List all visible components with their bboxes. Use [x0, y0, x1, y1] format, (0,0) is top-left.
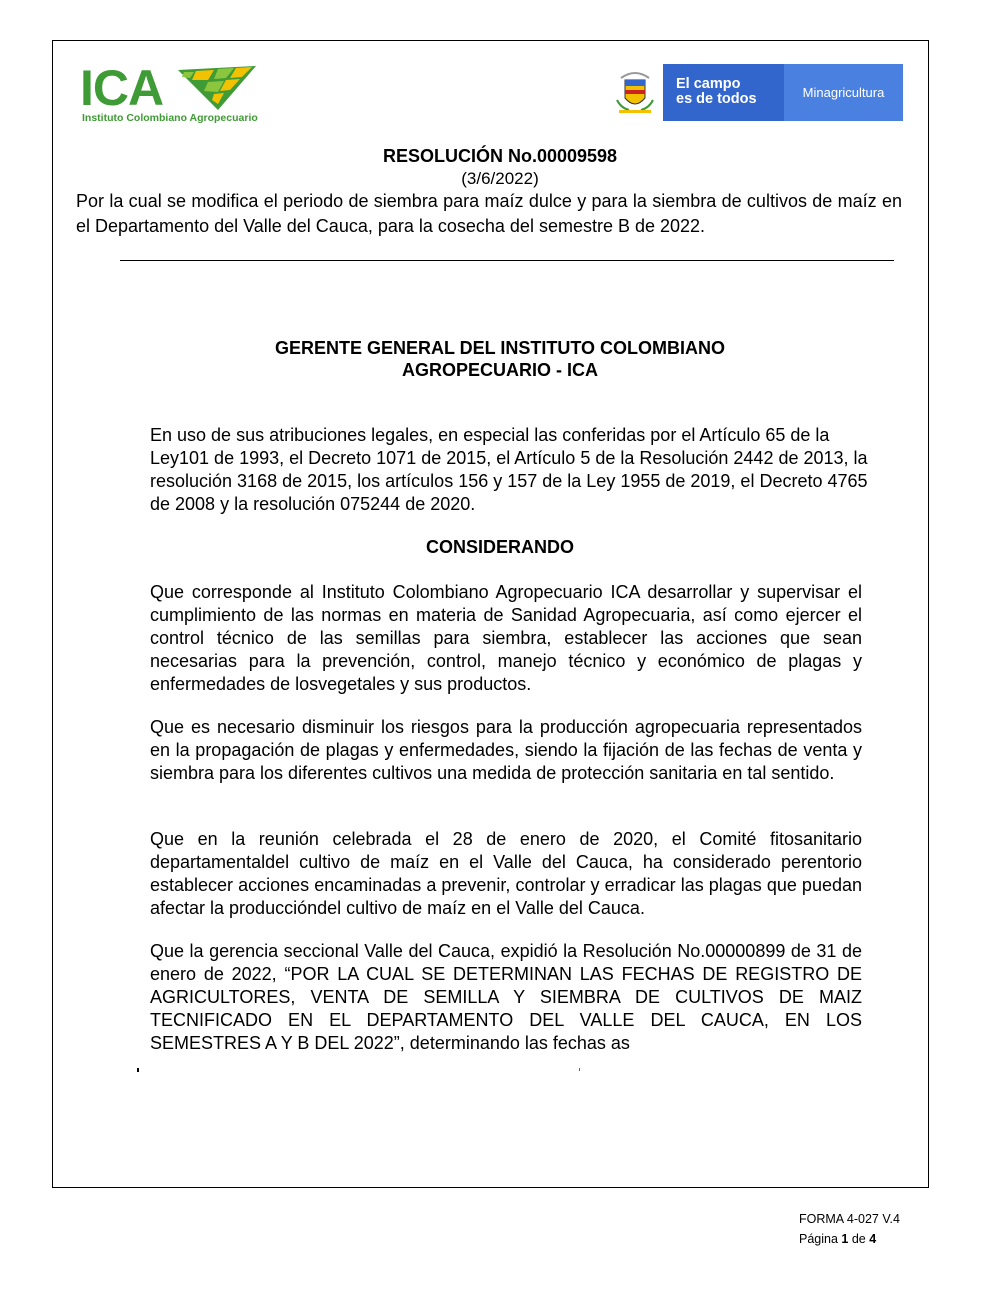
resolution-date: (3/6/2022): [461, 169, 539, 188]
scan-mark: [137, 1068, 139, 1072]
page-of: de: [851, 1232, 866, 1246]
considering-heading: CONSIDERANDO: [425, 537, 574, 557]
authority-heading-line2: AGROPECUARIO - ICA: [401, 360, 598, 380]
campo-slogan-line1: El campo: [676, 76, 741, 92]
page-total: 4: [869, 1232, 877, 1246]
ica-patchwork-mark-icon: [178, 66, 256, 110]
considering-paragraph: Que en la reunión celebrada el 28 de enero de 2020, el Comité fitosanitario departamentaldel cultivo de maíz en el Valle del Cauca, ha considerado perentorio establecer acciones encaminadas a prevenir, controlar y erradicar las plagas que puedan afectar la produccióndel cultivo de maíz en el Valle del Cauca.: [150, 829, 862, 918]
page-current: 1: [841, 1232, 849, 1246]
page-label: Página: [799, 1232, 838, 1246]
ica-logo: [80, 62, 260, 128]
government-banner: [607, 64, 903, 121]
ministry-label: Minagricultura: [784, 64, 903, 121]
resolution-subject: Por la cual se modifica el periodo de siembra para maíz dulce y para la siembra de cultivos de maíz en el Departamento del Valle del Cauca, para la cosecha del semestre B de 2022.: [76, 191, 902, 236]
legal-powers-paragraph: En uso de sus atribuciones legales, en especial las conferidas por el Artículo 65 de la Ley101 de 1993, el Decreto 1071 de 2015, el Artículo 5 de la Resolución 2442 de 2013, la resolución 3168 de 2015, los artículos 156 y 157 de la Ley 1955 de 2019, el Decreto 4765 de 2008 y la resolución 075244 de 2020.: [150, 425, 868, 514]
ica-logo-subtitle: Instituto Colombiano Agropecuario: [82, 112, 258, 124]
form-code: FORMA 4-027 V.4: [799, 1212, 900, 1226]
scan-mark: [579, 1068, 580, 1071]
considering-paragraph: Que corresponde al Instituto Colombiano Agropecuario ICA desarrollar y supervisar el cumplimiento de las normas en materia de Sanidad Agropecuaria, así como ejercer el control técnico de las semillas para siembra, establecer las acciones que sean necesarias para la prevención, control, manejo técnico y económico de plagas y enfermedades de losvegetales y sus productos.: [150, 582, 862, 694]
title-divider: [120, 260, 894, 261]
campo-slogan-line2: es de todos: [676, 91, 757, 107]
considering-paragraph: Que la gerencia seccional Valle del Cauca, expidió la Resolución No.00000899 de 31 de enero de 2022, “POR LA CUAL SE DETERMINAN LAS FECHAS DE REGISTRO DE AGRICULTORES, VENTA DE SEMILLA Y SIEMBRA DE CULTIVOS DE MAIZ TECNIFICADO EN EL DEPARTAMENTO DEL VALLE DEL CAUCA, EN LOS SEMESTRES A Y B DEL 2022”, determinando las fechas as: [150, 941, 862, 1053]
campo-slogan: [663, 64, 784, 121]
colombia-coat-of-arms-icon: [607, 64, 663, 121]
resolution-title: RESOLUCIÓN No.00009598: [382, 146, 618, 166]
ica-logo-letters: ICA: [80, 60, 164, 116]
authority-heading-line1: GERENTE GENERAL DEL INSTITUTO COLOMBIANO: [274, 338, 726, 358]
page-number: [799, 1232, 876, 1246]
authority-heading: [0, 337, 1000, 381]
considering-paragraph: Que es necesario disminuir los riesgos para la producción agropecuaria representados en la propagación de plagas y enfermedades, siendo la fijación de las fechas de venta y siembra para los diferentes cultivos una medida de protección sanitaria en tal sentido.: [150, 717, 862, 783]
